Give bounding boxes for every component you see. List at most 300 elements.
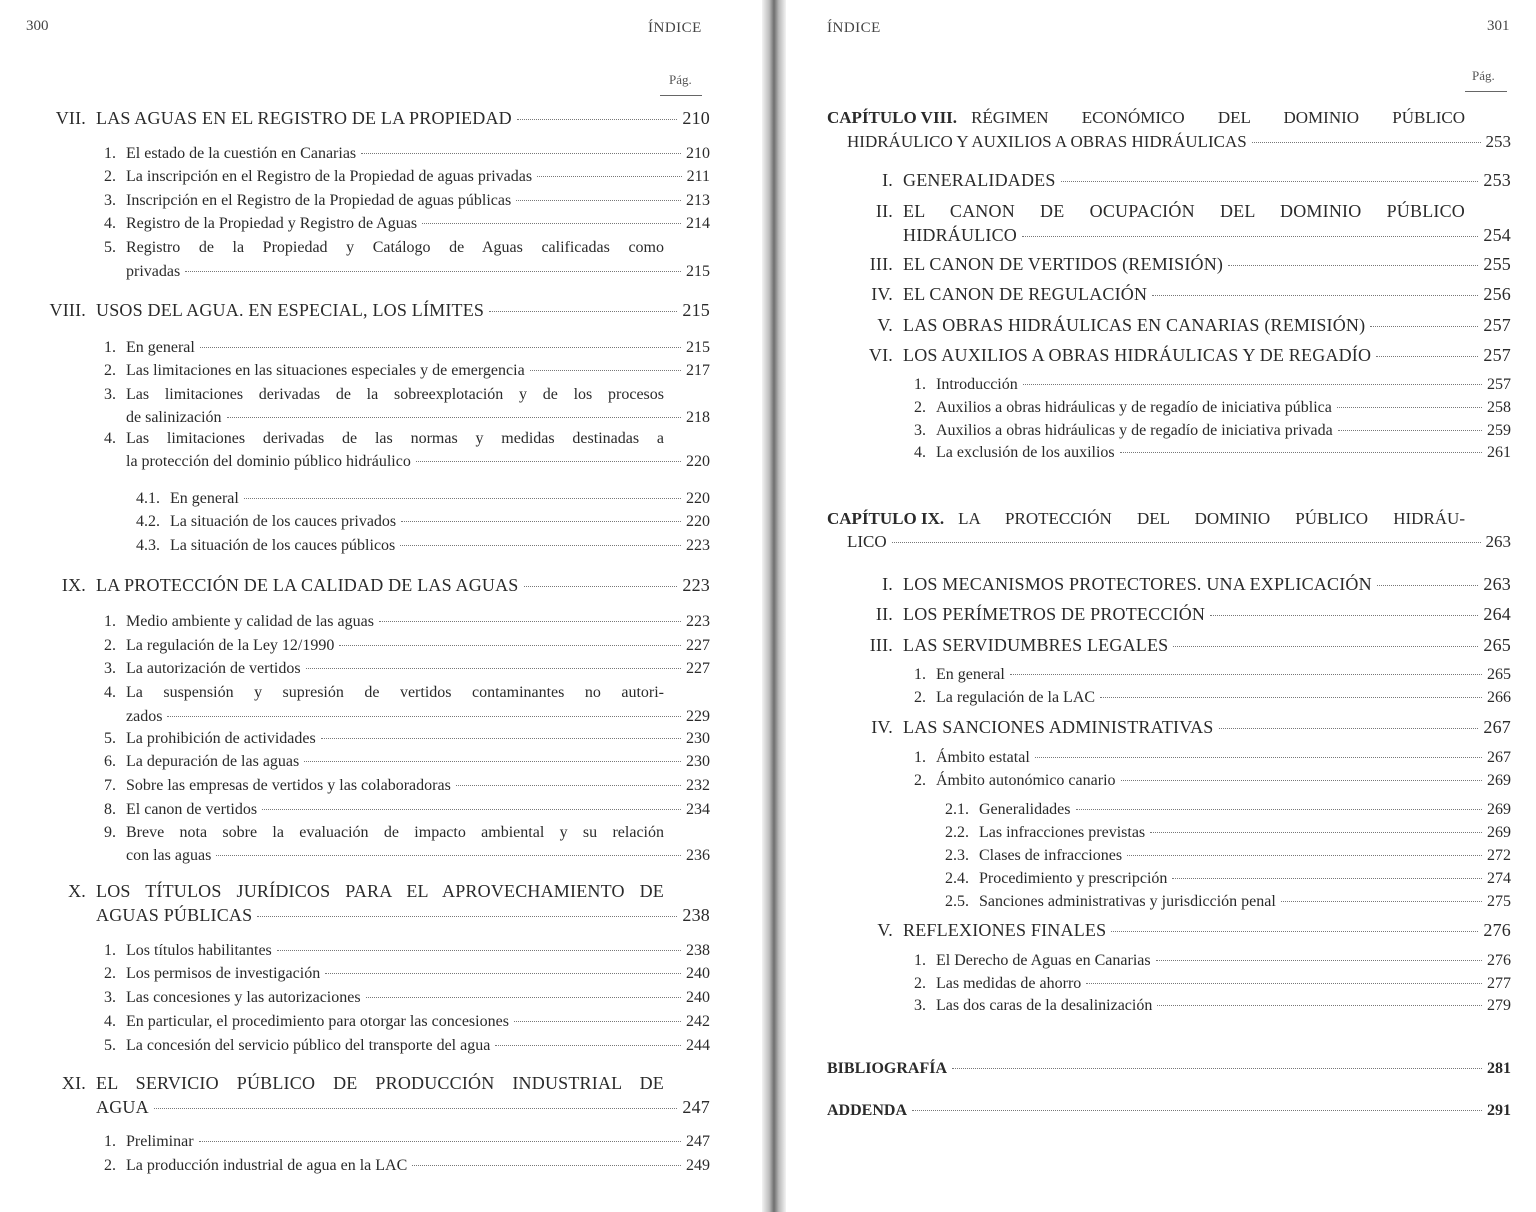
entry-number: 2. bbox=[104, 168, 116, 185]
entry-number: 3. bbox=[104, 660, 116, 677]
toc-entry[interactable] bbox=[80, 684, 710, 725]
right-page bbox=[785, 0, 1536, 1212]
toc-entry[interactable] bbox=[80, 362, 710, 380]
pag-underline bbox=[660, 95, 702, 96]
dot-leader bbox=[516, 200, 681, 201]
toc-entry[interactable] bbox=[827, 315, 1511, 336]
entry-page: 291 bbox=[1487, 1102, 1511, 1119]
entry-number: 2. bbox=[104, 1157, 116, 1174]
entry-page: 229 bbox=[686, 708, 710, 725]
entry-number: 4. bbox=[104, 1013, 116, 1030]
dot-leader bbox=[1376, 356, 1478, 357]
toc-entry[interactable] bbox=[80, 613, 710, 631]
entry-page: 215 bbox=[686, 339, 710, 356]
entry-number: 3. bbox=[104, 192, 116, 209]
entry-title: Sobre las empresas de vertidos y las colaboradoras bbox=[126, 777, 451, 794]
entry-page: 223 bbox=[686, 613, 710, 630]
entry-title: Los permisos de investigación bbox=[126, 965, 321, 982]
toc-entry[interactable] bbox=[30, 300, 710, 321]
entry-number: 4. bbox=[104, 684, 116, 701]
entry-title: La regulación de la Ley 12/1990 bbox=[126, 637, 335, 654]
toc-entry[interactable] bbox=[80, 1157, 710, 1175]
toc-entry[interactable] bbox=[80, 730, 710, 748]
entry-title: USOS DEL AGUA. EN ESPECIAL, LOS LÍMITES bbox=[96, 300, 485, 320]
entry-title: Generalidades bbox=[979, 801, 1071, 818]
page-number: 300 bbox=[26, 18, 49, 34]
entry-page: 261 bbox=[1487, 444, 1511, 461]
dot-leader bbox=[1252, 142, 1481, 143]
toc-entry[interactable] bbox=[913, 893, 1511, 911]
toc-entry[interactable] bbox=[827, 345, 1511, 366]
entry-page: 269 bbox=[1487, 801, 1511, 818]
entry-number: 4. bbox=[104, 215, 116, 232]
entry-number: 2. bbox=[914, 689, 926, 706]
entry-number: V. bbox=[877, 920, 893, 940]
entry-title: EL CANON DE REGULACIÓN bbox=[903, 284, 1148, 304]
entry-page: 274 bbox=[1487, 870, 1511, 887]
entry-page: 253 bbox=[1483, 170, 1511, 190]
entry-number: V. bbox=[877, 315, 893, 335]
toc-entry[interactable] bbox=[30, 575, 710, 596]
toc-entry[interactable] bbox=[110, 490, 710, 508]
dot-leader bbox=[277, 950, 681, 951]
entry-title: Los títulos habilitantes bbox=[126, 942, 272, 959]
entry-number: 4. bbox=[914, 444, 926, 461]
entry-title: Las limitaciones derivadas de la sobreexplotación y de los procesos bbox=[126, 386, 664, 403]
entry-page: 266 bbox=[1487, 689, 1511, 706]
entry-title: La situación de los cauces privados bbox=[170, 513, 397, 530]
toc-entry[interactable] bbox=[827, 717, 1511, 738]
entry-number: 2. bbox=[104, 637, 116, 654]
entry-page: 240 bbox=[686, 989, 710, 1006]
entry-title: La prohibición de actividades bbox=[126, 730, 316, 747]
entry-title: Las limitaciones en las situaciones especiales y de emergencia bbox=[126, 362, 525, 379]
entry-number: 2.2. bbox=[945, 824, 969, 841]
entry-page: 249 bbox=[686, 1157, 710, 1174]
entry-page: 242 bbox=[686, 1013, 710, 1030]
entry-number: IV. bbox=[871, 284, 893, 304]
entry-title: La regulación de la LAC bbox=[936, 689, 1096, 706]
entry-title: LAS SERVIDUMBRES LEGALES bbox=[903, 635, 1169, 655]
pag-label: Pág. bbox=[1472, 68, 1495, 83]
toc-entry[interactable] bbox=[880, 975, 1511, 993]
dot-leader bbox=[1120, 452, 1482, 453]
dot-leader bbox=[517, 119, 678, 120]
entry-title-cont: privadas bbox=[126, 263, 181, 280]
dot-leader bbox=[1035, 757, 1482, 758]
dot-leader bbox=[952, 1068, 1482, 1069]
entry-number: 3. bbox=[914, 997, 926, 1014]
entry-page: 210 bbox=[682, 108, 710, 128]
entry-title-cont: de salinización bbox=[126, 409, 222, 426]
dot-leader bbox=[154, 1108, 678, 1109]
entry-title: El Derecho de Aguas en Canarias bbox=[936, 952, 1151, 969]
entry-page: 220 bbox=[686, 513, 710, 530]
entry-page: 267 bbox=[1487, 749, 1511, 766]
entry-title: Las limitaciones derivadas de las normas y medidas destinadas a bbox=[126, 430, 664, 447]
toc-entry[interactable] bbox=[80, 215, 710, 233]
entry-page: 236 bbox=[686, 847, 710, 864]
entry-page: 218 bbox=[686, 409, 710, 426]
dot-leader bbox=[495, 1045, 681, 1046]
entry-line bbox=[827, 201, 1511, 222]
entry-page: 257 bbox=[1487, 376, 1511, 393]
entry-title: En particular, el procedimiento para otorgar las concesiones bbox=[126, 1013, 509, 1030]
entry-page: 238 bbox=[682, 905, 710, 925]
entry-number: VI. bbox=[868, 345, 893, 365]
entry-line bbox=[126, 847, 710, 865]
entry-title: La producción industrial de agua en la LAC bbox=[126, 1157, 408, 1174]
dot-leader bbox=[216, 855, 681, 856]
toc-entry[interactable] bbox=[80, 145, 710, 163]
entry-title: La situación de los cauces públicos bbox=[170, 537, 396, 554]
entry-title: Clases de infracciones bbox=[979, 847, 1123, 864]
entry-line bbox=[80, 824, 710, 842]
toc-entry[interactable] bbox=[80, 430, 710, 470]
entry-line bbox=[126, 708, 710, 726]
entry-number: 1. bbox=[914, 749, 926, 766]
entry-page: 256 bbox=[1483, 284, 1511, 304]
toc-entry[interactable] bbox=[110, 537, 710, 555]
toc-entry[interactable] bbox=[80, 942, 710, 960]
entry-title: Las dos caras de la desalinización bbox=[936, 997, 1153, 1014]
entry-number: 2. bbox=[914, 772, 926, 789]
toc-entry[interactable] bbox=[827, 1060, 1511, 1078]
toc-entry[interactable] bbox=[827, 201, 1511, 245]
toc-entry[interactable] bbox=[827, 509, 1511, 551]
entry-page: 255 bbox=[1483, 254, 1511, 274]
entry-page: 253 bbox=[1485, 132, 1511, 151]
toc-entry[interactable] bbox=[30, 881, 710, 925]
entry-title-cont: la protección del dominio público hidráulico bbox=[126, 453, 411, 470]
entry-page: 263 bbox=[1485, 532, 1511, 551]
entry-page: 275 bbox=[1487, 893, 1511, 910]
entry-number: III. bbox=[869, 254, 893, 274]
entry-number: II. bbox=[875, 604, 893, 624]
entry-number: 7. bbox=[104, 777, 116, 794]
dot-leader bbox=[1219, 728, 1479, 729]
entry-number: II. bbox=[875, 201, 893, 221]
dot-leader bbox=[1338, 430, 1482, 431]
entry-number: 5. bbox=[104, 1037, 116, 1054]
dot-leader bbox=[416, 461, 681, 462]
dot-leader bbox=[167, 716, 681, 717]
toc-entry[interactable] bbox=[880, 997, 1511, 1015]
entry-number: 1. bbox=[104, 145, 116, 162]
toc-entry[interactable] bbox=[110, 513, 710, 531]
entry-number: 1. bbox=[104, 1133, 116, 1150]
dot-leader bbox=[1121, 780, 1482, 781]
entry-number: 2.1. bbox=[945, 801, 969, 818]
dot-leader bbox=[1111, 931, 1478, 932]
entry-page: 254 bbox=[1483, 225, 1511, 245]
toc-entry[interactable] bbox=[913, 870, 1511, 888]
toc-entry[interactable] bbox=[80, 1037, 710, 1055]
entry-page: 257 bbox=[1483, 315, 1511, 335]
entry-page: 267 bbox=[1483, 717, 1511, 737]
toc-entry[interactable] bbox=[80, 824, 710, 864]
entry-line bbox=[847, 532, 1511, 552]
entry-page: 230 bbox=[686, 730, 710, 747]
toc-entry[interactable] bbox=[827, 284, 1511, 305]
dot-leader bbox=[400, 545, 681, 546]
dot-leader bbox=[1022, 236, 1478, 237]
toc-entry[interactable] bbox=[30, 108, 710, 129]
entry-number: I. bbox=[882, 574, 893, 594]
running-head: ÍNDICE bbox=[827, 20, 881, 36]
toc-entry[interactable] bbox=[827, 604, 1511, 625]
toc-entry[interactable] bbox=[80, 192, 710, 210]
entry-page: 265 bbox=[1483, 635, 1511, 655]
entry-title: Procedimiento y prescripción bbox=[979, 870, 1168, 887]
entry-title: Las concesiones y las autorizaciones bbox=[126, 989, 361, 1006]
dot-leader bbox=[1157, 1005, 1482, 1006]
entry-line bbox=[96, 1097, 710, 1118]
entry-number: IX. bbox=[61, 575, 86, 595]
chapter-label: CAPÍTULO VIII. bbox=[827, 108, 958, 127]
entry-title: BIBLIOGRAFÍA bbox=[827, 1060, 948, 1077]
toc-entry[interactable] bbox=[827, 108, 1511, 151]
entry-title: Sanciones administrativas y jurisdicción penal bbox=[979, 893, 1276, 910]
entry-page: 223 bbox=[682, 575, 710, 595]
toc-entry[interactable] bbox=[80, 1133, 710, 1151]
entry-title-cont: con las aguas bbox=[126, 847, 212, 864]
entry-page: 217 bbox=[686, 362, 710, 379]
toc-entry[interactable] bbox=[80, 753, 710, 771]
dot-leader bbox=[325, 973, 681, 974]
book-gutter bbox=[762, 0, 786, 1212]
entry-line bbox=[80, 386, 710, 404]
dot-leader bbox=[524, 586, 678, 587]
toc-entry[interactable] bbox=[827, 920, 1511, 941]
entry-line bbox=[827, 108, 1511, 128]
toc-entry[interactable] bbox=[880, 689, 1511, 707]
dot-leader bbox=[1010, 674, 1482, 675]
dot-leader bbox=[199, 1141, 681, 1142]
toc-entry[interactable] bbox=[913, 847, 1511, 865]
toc-entry[interactable] bbox=[80, 989, 710, 1007]
entry-title: GENERALIDADES bbox=[903, 170, 1056, 190]
dot-leader bbox=[1023, 384, 1482, 385]
entry-number: VII. bbox=[55, 108, 86, 128]
entry-title-cont: LICO bbox=[847, 532, 887, 551]
entry-page: 223 bbox=[686, 537, 710, 554]
entry-title: En general bbox=[126, 339, 195, 356]
toc-entry[interactable] bbox=[913, 801, 1511, 819]
entry-line bbox=[96, 905, 710, 926]
entry-title: LAS AGUAS EN EL REGISTRO DE LA PROPIEDAD bbox=[96, 108, 512, 128]
entry-number: 3. bbox=[914, 422, 926, 439]
toc-entry[interactable] bbox=[80, 801, 710, 819]
entry-page: 234 bbox=[686, 801, 710, 818]
dot-leader bbox=[306, 668, 681, 669]
toc-entry[interactable] bbox=[880, 444, 1511, 462]
entry-page: 240 bbox=[686, 965, 710, 982]
entry-number: XI. bbox=[61, 1073, 86, 1093]
toc-entry[interactable] bbox=[827, 254, 1511, 275]
dot-leader bbox=[1337, 407, 1482, 408]
entry-title: EL CANON DE OCUPACIÓN DEL DOMINIO PÚBLICO bbox=[903, 201, 1465, 221]
toc-entry[interactable] bbox=[880, 422, 1511, 440]
dot-leader bbox=[1156, 960, 1482, 961]
dot-leader bbox=[1152, 295, 1478, 296]
entry-line bbox=[126, 409, 710, 427]
entry-title: RÉGIMEN ECONÓMICO DEL DOMINIO PÚBLICO bbox=[971, 108, 1465, 127]
entry-line bbox=[126, 453, 710, 471]
dot-leader bbox=[1076, 809, 1482, 810]
entry-line bbox=[80, 684, 710, 702]
entry-page: 211 bbox=[686, 168, 710, 185]
entry-title: La depuración de las aguas bbox=[126, 753, 300, 770]
dot-leader bbox=[514, 1021, 681, 1022]
entry-line bbox=[847, 132, 1511, 152]
entry-page: 220 bbox=[686, 453, 710, 470]
toc-entry[interactable] bbox=[80, 777, 710, 795]
dot-leader bbox=[185, 271, 681, 272]
entry-title: LOS TÍTULOS JURÍDICOS PARA EL APROVECHAMIENTO DE bbox=[96, 881, 664, 901]
entry-title-cont: HIDRÁULICO bbox=[903, 225, 1017, 245]
dot-leader bbox=[321, 738, 681, 739]
chapter-label: CAPÍTULO IX. bbox=[827, 509, 945, 528]
entry-title-cont: zados bbox=[126, 708, 163, 725]
entry-number: I. bbox=[882, 170, 893, 190]
entry-page: 277 bbox=[1487, 975, 1511, 992]
entry-page: 276 bbox=[1483, 920, 1511, 940]
entry-number: 3. bbox=[104, 989, 116, 1006]
entry-page: 238 bbox=[686, 942, 710, 959]
entry-title-cont: AGUA bbox=[96, 1097, 149, 1117]
page-number: 301 bbox=[1487, 18, 1510, 34]
entry-number: 2. bbox=[104, 362, 116, 379]
entry-page: 230 bbox=[686, 753, 710, 770]
dot-leader bbox=[227, 417, 681, 418]
entry-title: LAS SANCIONES ADMINISTRATIVAS bbox=[903, 717, 1214, 737]
entry-number: IV. bbox=[871, 717, 893, 737]
entry-line bbox=[30, 881, 710, 902]
entry-page: 244 bbox=[686, 1037, 710, 1054]
entry-page: 247 bbox=[682, 1097, 710, 1117]
toc-entry[interactable] bbox=[880, 399, 1511, 417]
entry-title: Introducción bbox=[936, 376, 1018, 393]
entry-page: 269 bbox=[1487, 772, 1511, 789]
entry-page: 281 bbox=[1487, 1060, 1511, 1077]
entry-line bbox=[903, 225, 1511, 246]
entry-number: 1. bbox=[914, 376, 926, 393]
toc-entry[interactable] bbox=[80, 965, 710, 983]
entry-page: 220 bbox=[686, 490, 710, 507]
entry-number: 1. bbox=[104, 942, 116, 959]
entry-title: EL SERVICIO PÚBLICO DE PRODUCCIÓN INDUSTRIAL DE bbox=[96, 1073, 664, 1093]
dot-leader bbox=[401, 521, 681, 522]
entry-number: 5. bbox=[104, 239, 116, 256]
entry-title: Auxilios a obras hidráulicas y de regadío de iniciativa pública bbox=[936, 399, 1332, 416]
entry-number: 5. bbox=[104, 730, 116, 747]
dot-leader bbox=[1281, 901, 1482, 902]
toc-entry[interactable] bbox=[827, 635, 1511, 656]
entry-number: X. bbox=[68, 881, 86, 901]
entry-title: LOS MECANISMOS PROTECTORES. UNA EXPLICACIÓN bbox=[903, 574, 1372, 594]
entry-title: REFLEXIONES FINALES bbox=[903, 920, 1107, 940]
toc-entry[interactable] bbox=[80, 239, 710, 280]
dot-leader bbox=[262, 809, 681, 810]
dot-leader bbox=[361, 153, 681, 154]
entry-title: Las infracciones previstas bbox=[979, 824, 1146, 841]
toc-entry[interactable] bbox=[880, 376, 1511, 394]
toc-entry[interactable] bbox=[880, 749, 1511, 767]
entry-title: Registro de la Propiedad y Registro de Aguas bbox=[126, 215, 418, 232]
entry-number: III. bbox=[869, 635, 893, 655]
entry-number: 2. bbox=[104, 965, 116, 982]
entry-number: 2.3. bbox=[945, 847, 969, 864]
entry-title: Medio ambiente y calidad de las aguas bbox=[126, 613, 374, 630]
entry-page: 227 bbox=[686, 637, 710, 654]
entry-title: ADDENDA bbox=[827, 1102, 907, 1119]
entry-title: En general bbox=[936, 666, 1005, 683]
toc-entry[interactable] bbox=[880, 666, 1511, 684]
toc-entry[interactable] bbox=[913, 824, 1511, 842]
toc-entry[interactable] bbox=[80, 386, 710, 426]
entry-number: 4.3. bbox=[136, 537, 160, 554]
entry-title: La autorización de vertidos bbox=[126, 660, 301, 677]
dot-leader bbox=[892, 542, 1481, 543]
dot-leader bbox=[1127, 855, 1482, 856]
toc-entry[interactable] bbox=[827, 170, 1511, 191]
toc-entry[interactable] bbox=[80, 637, 710, 655]
toc-entry[interactable] bbox=[880, 772, 1511, 790]
entry-title: LA PROTECCIÓN DE LA CALIDAD DE LAS AGUAS bbox=[96, 575, 519, 595]
toc-entry[interactable] bbox=[880, 952, 1511, 970]
dot-leader bbox=[1086, 983, 1482, 984]
entry-number: 2. bbox=[914, 975, 926, 992]
dot-leader bbox=[339, 645, 681, 646]
dot-leader bbox=[1150, 832, 1482, 833]
dot-leader bbox=[1210, 615, 1478, 616]
entry-page: 232 bbox=[686, 777, 710, 794]
entry-number: 2.5. bbox=[945, 893, 969, 910]
entry-page: 215 bbox=[686, 263, 710, 280]
toc-entry[interactable] bbox=[80, 168, 710, 186]
dot-leader bbox=[456, 785, 681, 786]
entry-number: 4. bbox=[104, 430, 116, 447]
entry-title: Preliminar bbox=[126, 1133, 194, 1150]
toc-entry[interactable] bbox=[827, 1102, 1511, 1120]
pag-label: Pág. bbox=[669, 72, 692, 87]
entry-title: EL CANON DE VERTIDOS (REMISIÓN) bbox=[903, 254, 1224, 274]
entry-number: 2.4. bbox=[945, 870, 969, 887]
dot-leader bbox=[244, 498, 681, 499]
entry-page: 259 bbox=[1487, 422, 1511, 439]
entry-line bbox=[80, 239, 710, 257]
entry-number: 1. bbox=[104, 613, 116, 630]
entry-title: LA PROTECCIÓN DEL DOMINIO PÚBLICO HIDRÁU- bbox=[958, 509, 1465, 528]
dot-leader bbox=[1173, 646, 1478, 647]
toc-entry[interactable] bbox=[80, 339, 710, 357]
entry-title: LOS AUXILIOS A OBRAS HIDRÁULICAS Y DE REGADÍO bbox=[903, 345, 1372, 365]
toc-entry[interactable] bbox=[827, 574, 1511, 595]
entry-title: Auxilios a obras hidráulicas y de regadío de iniciativa privada bbox=[936, 422, 1333, 439]
toc-entry[interactable] bbox=[80, 1013, 710, 1031]
entry-line bbox=[80, 430, 710, 448]
entry-number: 1. bbox=[914, 952, 926, 969]
entry-page: 265 bbox=[1487, 666, 1511, 683]
dot-leader bbox=[304, 761, 681, 762]
dot-leader bbox=[1370, 326, 1478, 327]
entry-title: Breve nota sobre la evaluación de impacto ambiental y su relación bbox=[126, 824, 664, 841]
toc-entry[interactable] bbox=[30, 1073, 710, 1117]
entry-number: 6. bbox=[104, 753, 116, 770]
entry-number: 2. bbox=[914, 399, 926, 416]
toc-entry[interactable] bbox=[80, 660, 710, 678]
